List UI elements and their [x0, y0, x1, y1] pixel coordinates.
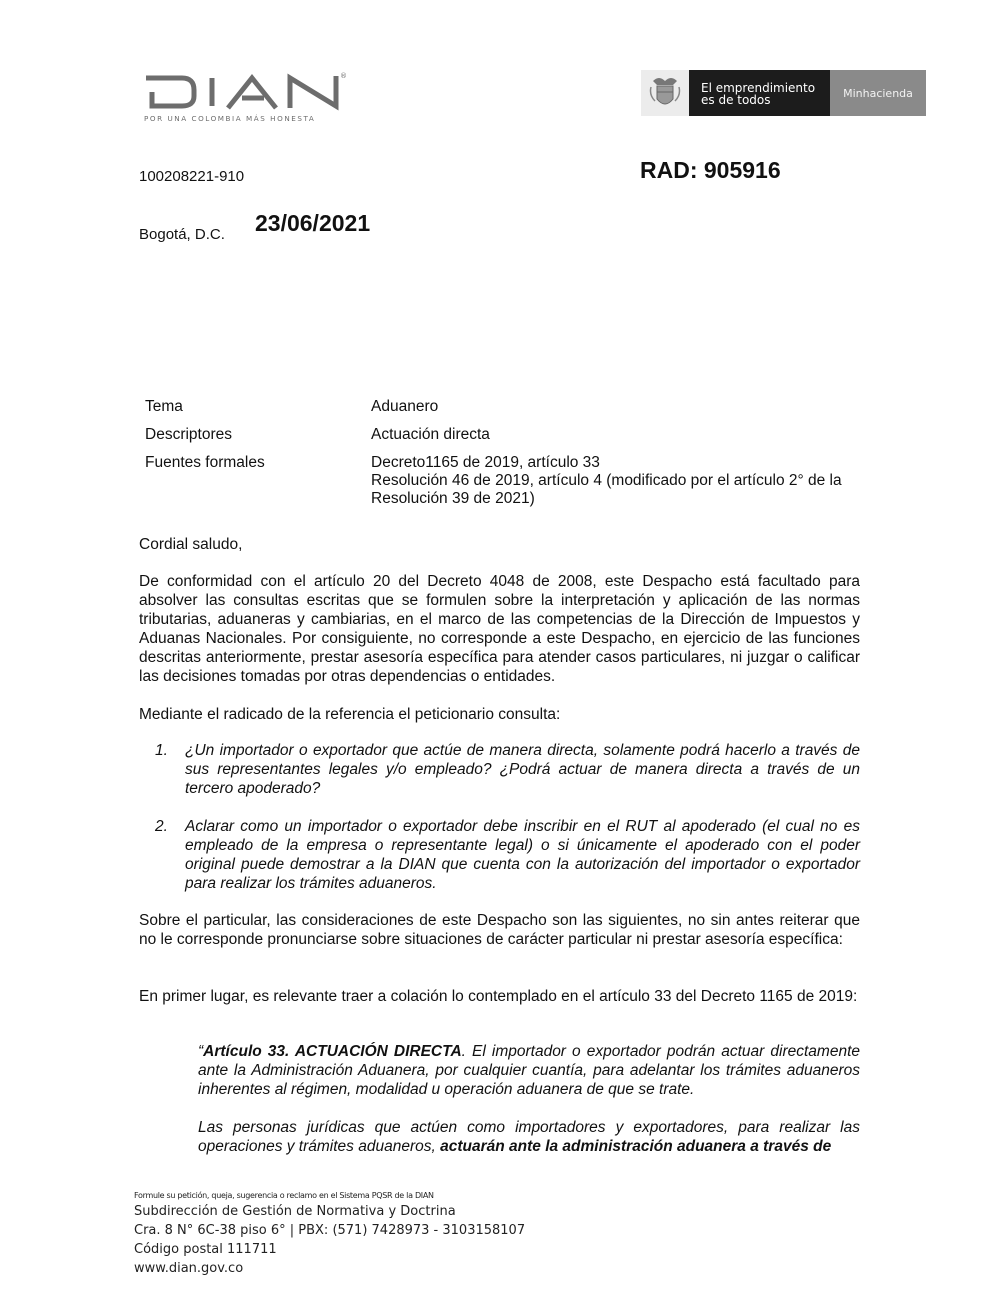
metadata-label: Descriptores [145, 426, 232, 443]
svg-text:®: ® [340, 72, 347, 80]
quote-bold-text: actuarán ante la administración aduanera a través de [440, 1138, 832, 1155]
legal-quote-continuation [198, 1118, 860, 1156]
metadata-value [371, 454, 871, 508]
question-number: 2. [155, 818, 168, 835]
ministry-label: Minhacienda [830, 70, 926, 116]
metadata-value-line: Aduanero [371, 398, 439, 415]
metadata-label: Tema [145, 398, 183, 415]
letter-date: 23/06/2021 [255, 210, 371, 236]
quote-text: Las personas jurídicas que actúen como importadores y exportadores, para realizar las operaciones y trámites aduaneros, [198, 1119, 860, 1155]
reference-number: 100208221-910 [139, 168, 245, 185]
slogan-line-1: El emprendimiento [701, 81, 816, 95]
paragraph-considerations: Sobre el particular, las consideraciones de este Despacho son las siguientes, no sin antes reiterar que no le corresponde pronunciarse sobre situaciones de carácter particular ni prestar asesoría específica: [139, 912, 860, 948]
question-text: ¿Un importador o exportador que actúe de manera directa, solamente podrá hacerlo a través de sus representantes legales y/o empleado? ¿Podrá actuar de manera directa a través de un tercero apoderado? [185, 742, 860, 797]
question-item [155, 817, 860, 893]
metadata-value [371, 398, 871, 416]
gov-banner [641, 70, 926, 116]
legal-quote-article-33 [198, 1042, 860, 1099]
metadata-row-tema [145, 398, 871, 416]
dian-wordmark-icon [144, 70, 349, 112]
footer-pqsr: Formule su petición, queja, sugerencia o reclamo en el Sistema PQSR de la DIAN [134, 1191, 434, 1200]
greeting: Cordial saludo, [139, 536, 243, 553]
paragraph-first-point: En primer lugar, es relevante traer a colación lo contemplado en el artículo 33 del Decreto 1165 de 2019: [139, 988, 858, 1005]
question-item [155, 741, 860, 798]
dian-tagline: POR UNA COLOMBIA MÁS HONESTA [144, 114, 316, 123]
metadata-label: Fuentes formales [145, 454, 265, 471]
slogan-line-2: es de todos [701, 93, 771, 107]
paragraph-competence: De conformidad con el artículo 20 del Decreto 4048 de 2008, este Despacho está facultado para absolver las consultas escritas que se formulen sobre la interpretación y aplicación de las normas tributarias, aduaneras y cambiarias, en el marco de las competencias de la Dirección de Impuestos y Aduanas Nacionales. Por consiguiente, no corresponde a este Despacho, en ejercicio de las funciones descritas anteriormente, prestar asesoría específica para atender casos particulares, ni juzgar o calificar las decisiones tomadas por otras dependencias o entidades. [139, 573, 860, 685]
quote-open-mark: “ [198, 1043, 204, 1060]
metadata-table [145, 398, 871, 518]
question-text: Aclarar como un importador o exportador debe inscribir en el RUT al apoderado (el cual no es empleado de la empresa o representante legal) o si únicamente el apoderado con el poder original puede demostrar a la DIAN que cuenta con la autorización del importador o exportador para realizar los trámites aduaneros. [185, 818, 860, 892]
footer-postal-code: Código postal 111711 [134, 1242, 277, 1257]
quote-article-text: . El importador o exportador podrán actuar directamente ante la Administración Aduanera, por cualquier cuantía, para adelantar los trámites aduaneros inherentes al régimen, modalidad u operación aduanera de que se trate. [198, 1043, 860, 1098]
footer-address: Cra. 8 N° 6C-38 piso 6° | PBX: (571) 7428973 - 3103158107 [134, 1223, 526, 1238]
rad-number: RAD: 905916 [640, 157, 781, 183]
metadata-row-fuentes [145, 454, 871, 508]
metadata-value-line: Resolución 46 de 2019, artículo 4 (modificado por el artículo 2° de la Resolución 39 de 2021) [371, 472, 842, 507]
metadata-value-line: Actuación directa [371, 426, 490, 443]
footer-office: Subdirección de Gestión de Normativa y Doctrina [134, 1204, 456, 1219]
footer-website-link[interactable]: www.dian.gov.co [134, 1261, 244, 1276]
gov-slogan [689, 70, 830, 116]
metadata-value-line: Decreto1165 de 2019, artículo 33 [371, 454, 600, 471]
quote-article-title: Artículo 33. ACTUACIÓN DIRECTA [203, 1043, 462, 1060]
footer [134, 1190, 525, 1278]
colombia-coat-of-arms-icon [641, 70, 689, 116]
metadata-row-descriptores [145, 426, 871, 444]
paragraph-consulta-intro: Mediante el radicado de la referencia el peticionario consulta: [139, 706, 561, 723]
city: Bogotá, D.C. [139, 226, 225, 243]
question-number: 1. [155, 742, 168, 759]
metadata-value [371, 426, 871, 444]
